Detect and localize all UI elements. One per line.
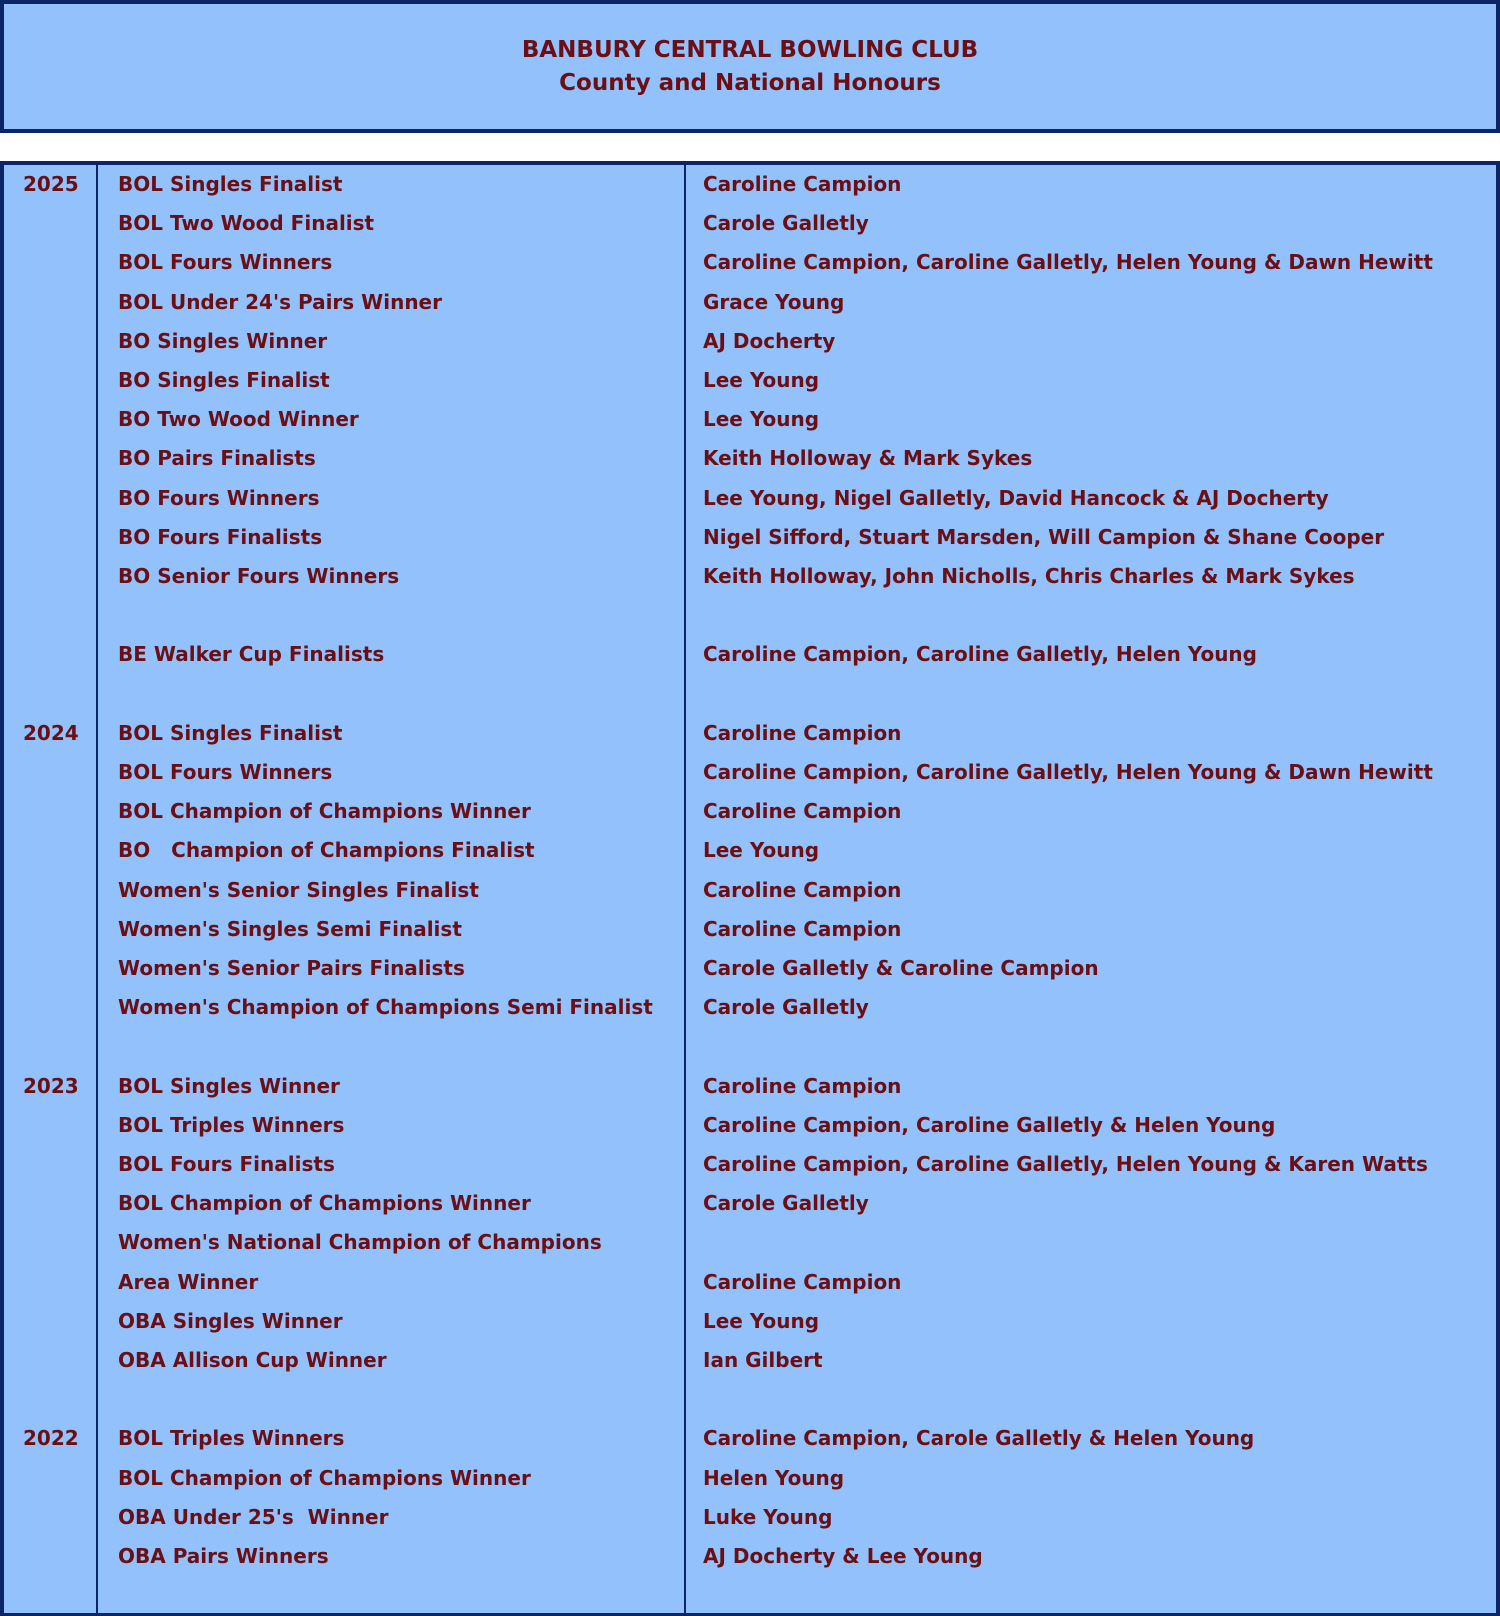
honours-table xyxy=(0,161,1500,1616)
honour-names: Carole Galletly xyxy=(703,1191,869,1216)
honour-year: 2022 xyxy=(23,1426,79,1451)
table-row xyxy=(4,283,1496,322)
table-row xyxy=(4,204,1496,243)
honour-names: Luke Young xyxy=(703,1504,833,1529)
table-row xyxy=(4,1106,1496,1145)
honour-event: Women's Senior Singles Finalist xyxy=(118,877,479,902)
honour-event: BO Fours Finalists xyxy=(118,524,323,549)
honour-event: BOL Singles Winner xyxy=(118,1073,340,1098)
table-row xyxy=(4,635,1496,674)
honour-names: Carole Galletly xyxy=(703,995,869,1020)
table-row xyxy=(4,361,1496,400)
honour-names: Helen Young xyxy=(703,1465,845,1490)
table-row xyxy=(4,165,1496,204)
honour-names: Keith Holloway, John Nicholls, Chris Charles & Mark Sykes xyxy=(703,564,1355,588)
table-row xyxy=(4,322,1496,361)
honour-names: Caroline Campion xyxy=(703,1269,902,1294)
table-row xyxy=(4,792,1496,831)
honour-event: BOL Champion of Champions Winner xyxy=(118,799,531,824)
honour-names: Lee Young xyxy=(703,407,820,432)
honour-event: BOL Triples Winners xyxy=(118,1112,345,1137)
honour-names: Caroline Campion xyxy=(703,720,902,745)
honour-names: Nigel Sifford, Stuart Marsden, Will Campion & Shane Cooper xyxy=(703,524,1385,549)
honour-event: BOL Singles Finalist xyxy=(118,172,343,196)
page-subtitle: County and National Honours xyxy=(559,69,941,96)
honour-names: Caroline Campion xyxy=(703,799,902,824)
table-row xyxy=(4,675,1496,714)
table-row xyxy=(4,1341,1496,1380)
table-row xyxy=(4,1027,1496,1066)
honour-names: Caroline Campion, Carole Galletly & Helen Young xyxy=(703,1426,1255,1451)
honour-event: BOL Triples Winners xyxy=(118,1426,345,1451)
table-row xyxy=(4,243,1496,282)
honour-names: Caroline Campion, Caroline Galletly, Helen Young & Dawn Hewitt xyxy=(703,760,1433,784)
table-row xyxy=(4,1380,1496,1419)
club-title: BANBURY CENTRAL BOWLING CLUB xyxy=(521,36,979,63)
table-row xyxy=(4,1419,1496,1458)
table-row xyxy=(4,949,1496,988)
honour-names: Carole Galletly & Caroline Campion xyxy=(703,956,1099,980)
table-row xyxy=(4,1145,1496,1184)
honour-event: BO Senior Fours Winners xyxy=(118,564,400,588)
table-row xyxy=(4,753,1496,792)
honour-event: Women's Singles Semi Finalist xyxy=(118,916,462,941)
honour-event: Women's Senior Pairs Finalists xyxy=(118,956,465,980)
table-row xyxy=(4,1067,1496,1106)
table-row xyxy=(4,988,1496,1027)
honour-names: AJ Docherty xyxy=(703,328,836,353)
table-row xyxy=(4,714,1496,753)
honour-event: Women's National Champion of Champions xyxy=(118,1230,602,1255)
table-row xyxy=(4,1498,1496,1537)
honour-event: OBA Under 25's Winner xyxy=(118,1504,389,1529)
honour-year: 2024 xyxy=(23,720,79,745)
honour-event: BO Champion of Champions Finalist xyxy=(118,838,535,863)
table-row xyxy=(4,1223,1496,1262)
honour-event: BO Two Wood Winner xyxy=(118,407,359,432)
honour-event: BE Walker Cup Finalists xyxy=(118,642,385,667)
table-row xyxy=(4,596,1496,635)
honour-event: BOL Fours Winners xyxy=(118,250,333,275)
honour-event: BOL Fours Finalists xyxy=(118,1152,335,1176)
honour-names: Lee Young xyxy=(703,1308,820,1333)
table-row xyxy=(4,400,1496,439)
honour-names: AJ Docherty & Lee Young xyxy=(703,1544,983,1568)
table-row xyxy=(4,910,1496,949)
honour-names: Caroline Campion, Caroline Galletly, Helen Young & Dawn Hewitt xyxy=(703,250,1433,275)
honour-names: Grace Young xyxy=(703,289,845,314)
honour-event: OBA Pairs Winners xyxy=(118,1544,329,1568)
honour-names: Caroline Campion, Caroline Galletly & Helen Young xyxy=(703,1112,1276,1137)
table-row xyxy=(4,871,1496,910)
honour-names: Caroline Campion, Caroline Galletly, Helen Young & Karen Watts xyxy=(703,1152,1428,1176)
honour-event: BOL Champion of Champions Winner xyxy=(118,1191,531,1216)
page-header xyxy=(0,0,1500,133)
honour-event: BO Singles Finalist xyxy=(118,368,330,392)
honour-event: OBA Allison Cup Winner xyxy=(118,1348,387,1372)
table-row xyxy=(4,557,1496,596)
honour-names: Caroline Campion xyxy=(703,1073,902,1098)
honour-names: Lee Young xyxy=(703,838,820,863)
honour-names: Keith Holloway & Mark Sykes xyxy=(703,446,1033,471)
table-row xyxy=(4,1459,1496,1498)
honour-names: Caroline Campion xyxy=(703,172,902,196)
honour-event: BOL Singles Finalist xyxy=(118,720,343,745)
honour-names: Caroline Campion xyxy=(703,877,902,902)
honour-event: BO Fours Winners xyxy=(118,485,320,510)
honour-names: Ian Gilbert xyxy=(703,1348,823,1372)
honour-names: Lee Young xyxy=(703,368,820,392)
honour-year: 2023 xyxy=(23,1073,79,1098)
honour-event: BO Pairs Finalists xyxy=(118,446,316,471)
table-row xyxy=(4,1184,1496,1223)
table-row xyxy=(4,1302,1496,1341)
honour-event: BO Singles Winner xyxy=(118,328,328,353)
table-row xyxy=(4,1263,1496,1302)
honour-event: BOL Two Wood Finalist xyxy=(118,211,375,236)
honour-event: OBA Singles Winner xyxy=(118,1308,343,1333)
table-row xyxy=(4,439,1496,478)
table-row xyxy=(4,831,1496,870)
honour-event: BOL Fours Winners xyxy=(118,760,333,784)
honour-names: Caroline Campion xyxy=(703,916,902,941)
honour-event: BOL Champion of Champions Winner xyxy=(118,1465,531,1490)
honour-year: 2025 xyxy=(23,172,79,196)
honour-event: Women's Champion of Champions Semi Finalist xyxy=(118,995,653,1020)
table-row xyxy=(4,479,1496,518)
honour-event: BOL Under 24's Pairs Winner xyxy=(118,289,442,314)
honour-names: Caroline Campion, Caroline Galletly, Helen Young xyxy=(703,642,1257,667)
honour-names: Lee Young, Nigel Galletly, David Hancock & AJ Docherty xyxy=(703,485,1329,510)
honour-event: Area Winner xyxy=(118,1269,259,1294)
table-row xyxy=(4,1537,1496,1576)
table-row xyxy=(4,518,1496,557)
honour-names: Carole Galletly xyxy=(703,211,869,236)
